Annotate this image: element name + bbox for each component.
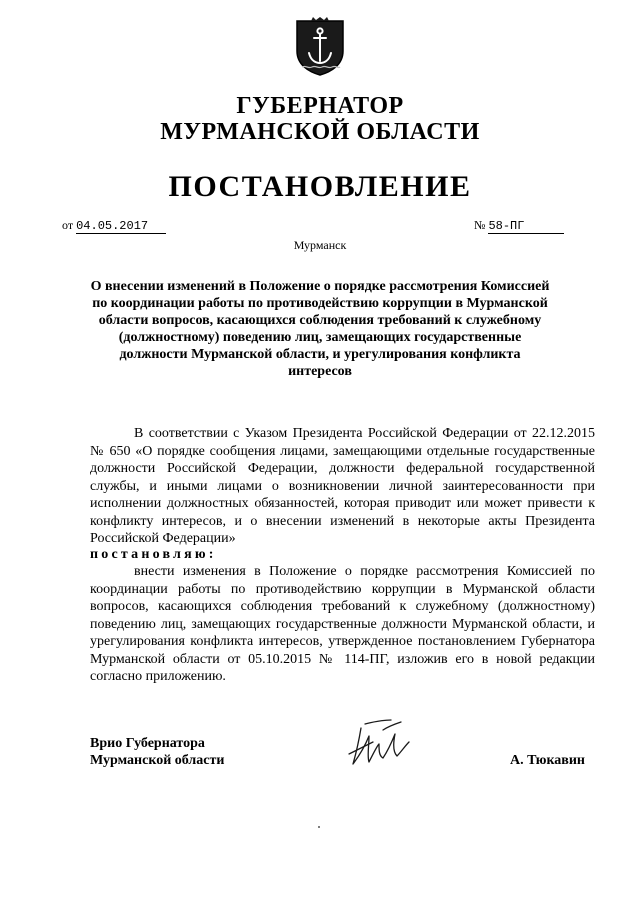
title-line: интересов: [288, 364, 352, 379]
coat-of-arms-icon: [293, 17, 347, 77]
position-line: Мурманской области: [90, 753, 225, 768]
governor-heading-line1: ГУБЕРНАТОР: [236, 93, 404, 119]
resolve-word: постановляю:: [90, 547, 217, 562]
preamble-paragraph: В соответствии с Указом Президента Российской Федерации от 22.12.2015 № 650 «О порядке сообщения лицами, замещающими отдельные государственные должности Российской Федерации, должности федеральной государственной службы, и иными лицами о возникновении личной заинтересованности при исполнении должностных обязанностей, которая приводит или может привести к конфликту интересов, и о внесении изменений в некоторые акты Президента Российской Федерации»: [90, 426, 595, 546]
signature-image: [343, 716, 413, 774]
document-title: [90, 278, 550, 380]
title-line: О внесении изменений в Положение о порядке рассмотрения Комиссией: [90, 279, 550, 294]
document-type-heading: ПОСТАНОВЛЕНИЕ: [168, 170, 472, 203]
signatory-position: [90, 735, 224, 769]
page-mark: [318, 826, 320, 828]
date-value: 04.05.2017: [76, 219, 166, 234]
governor-heading-line2: МУРМАНСКОЙ ОБЛАСТИ: [160, 119, 480, 145]
title-line: (должностному) поведению лиц, замещающих государственные: [118, 330, 522, 345]
document-date: [62, 217, 166, 234]
date-prefix: от: [62, 218, 74, 232]
city: Мурманск: [293, 238, 347, 252]
number-value: 58-ПГ: [488, 219, 564, 234]
title-line: по координации работы по противодействию коррупции в Мурманской: [92, 296, 548, 311]
title-line: области вопросов, касающихся соблюдения требований к служебному: [98, 313, 542, 328]
position-line: Врио Губернатора: [90, 736, 205, 751]
number-prefix: №: [474, 218, 486, 232]
document-number: [474, 217, 564, 234]
title-line: должности Мурманской области, и урегулирования конфликта: [119, 347, 521, 362]
signatory-name: А. Тюкавин: [510, 753, 585, 768]
operative-paragraph: внести изменения в Положение о порядке рассмотрения Комиссией по координации работы по противодействию коррупции в Мурманской области вопросов, касающихся соблюдения требований к служебному (должностному) поведению лиц, замещающих государственные должности Мурманской области, и урегулирования конфликта интересов, утвержденное постановлением Губернатора Мурманской области от 05.10.2015 № 114-ПГ, изложив его в новой редакции согласно приложению.: [90, 564, 595, 684]
